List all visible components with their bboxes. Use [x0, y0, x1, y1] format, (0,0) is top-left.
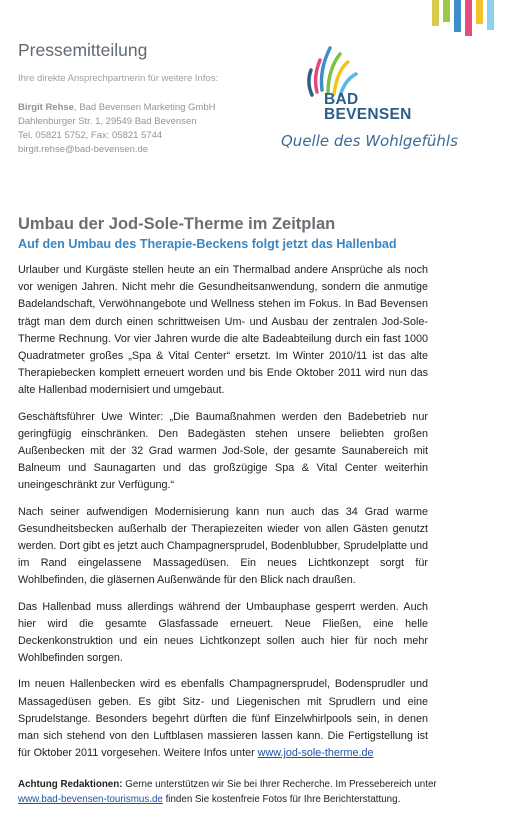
paragraph-3: Nach seiner aufwendigen Modernisierung kann nun auch das 34 Grad warme Gesundheitsbecken außerhalb der Therapiezeiten wieder von allen Gästen genutzt werden. Dort gibt es jetzt auch Champagnersprudel, Bodenblubber, Sprudelplatte und im Rand eingelassene Massagedüsen. Ein neues Lichtkonzept sorgt für Wohlbefinden, die gläsernen Außenwände für den Blick nach draußen. — [18, 505, 428, 587]
editorial-note-text-2: finden Sie kostenfreie Fotos für Ihre Berichterstattung. — [162, 793, 401, 805]
article-body — [18, 262, 428, 771]
tourismus-link[interactable]: www.bad-bevensen-tourismus.de — [18, 793, 163, 805]
article-title: Umbau der Jod-Sole-Therme im Zeitplan — [18, 215, 336, 233]
article-subtitle: Auf den Umbau des Therapie-Beckens folgt jetzt das Hallenbad — [18, 237, 397, 251]
logo-line-2: BEVENSEN — [324, 106, 412, 123]
contact-org: , Bad Bevensen Marketing GmbH — [73, 102, 216, 113]
contact-block — [18, 101, 215, 157]
logo-slogan: Quelle des Wohlgefühls — [281, 132, 458, 150]
contact-name-line — [18, 101, 215, 115]
jod-sole-therme-link[interactable]: www.jod-sole-therme.de — [257, 747, 374, 760]
contact-address: Dahlenburger Str. 1, 29549 Bad Bevensen — [18, 116, 197, 127]
paragraph-5 — [18, 676, 428, 762]
editorial-note — [18, 778, 448, 807]
page-title: Pressemitteilung — [18, 40, 148, 60]
editorial-note-label: Achtung Redaktionen: — [18, 779, 123, 790]
color-stripes-graphic — [430, 0, 511, 36]
contact-email: birgit.rehse@bad-bevensen.de — [18, 144, 149, 155]
paragraph-5-text: Im neuen Hallenbecken wird es ebenfalls Champagnersprudel, Bodensprudler und Massagedüsen geben. Es gibt Sitz- und Liegenischen mit Sprudlern und eine Sprudelstange. Besonders begehrt dürften die fünf Einzelwhirlpools sein, in denen man sich stehend von den Luftblasen massieren lassen kann. Die Fertigstellung ist für Oktober 2011 vorgesehen. Weitere Infos unter — [18, 678, 428, 760]
editorial-note-text-1: Gerne unterstützen wir Sie bei Ihrer Recherche. Im Pressebereich unter — [122, 779, 437, 790]
paragraph-1: Urlauber und Kurgäste stellen heute an ein Thermalbad andere Ansprüche als noch vor wenigen Jahren. Nicht mehr die Gesundheitsanwendung, sondern die anmutige Badelandschaft, Verwöhnangebote und Wellness stehen im Fokus. In Bad Bevensen trägt man dem durch einen schrittweisen Um- und Ausbau der zentralen Jod-Sole-Therme Rechnung. Vor vier Jahren wurde die alte Badeabteilung durch ein fast 1000 Quadratmeter großes „Spa & Vital Center“ ersetzt. Im Winter 2010/11 ist das alte Therapiebecken komplett erneuert worden und bis Ende Oktober 2011 wird nun das alte Hallenbad modernisiert und umgebaut. — [18, 264, 428, 397]
paragraph-2: Geschäftsführer Uwe Winter: „Die Baumaßnahmen werden den Badebetrieb nur geringfügig einschränken. Den Badegästen stehen unsere beliebten großen Außenbecken mit der 32 Grad warmen Jod-Sole, der gesamte Saunabereich mit Balneum und Saunagarten und das großzügige Spa & Vital Center weiterhin uneingeschränkt zur Verfügung.“ — [18, 410, 428, 492]
contact-phone: Tel. 05821 5752, Fax: 05821 5744 — [18, 130, 163, 141]
paragraph-4: Das Hallenbad muss allerdings während der Umbauphase gesperrt werden. Auch hier wird die gesamte Glasfassade erneuert. Neue Fließen, eine helle Deckenkonstruktion und ein neues Lichtkonzept sollen auch hier für noch mehr Wohlbefinden sorgen. — [18, 600, 428, 665]
contact-intro: Ihre direkte Ansprechpartnerin für weitere Infos: — [18, 73, 219, 84]
contact-name: Birgit Rehse — [18, 102, 74, 113]
logo-wordmark — [324, 92, 412, 122]
logo-line-1: BAD — [324, 91, 359, 108]
